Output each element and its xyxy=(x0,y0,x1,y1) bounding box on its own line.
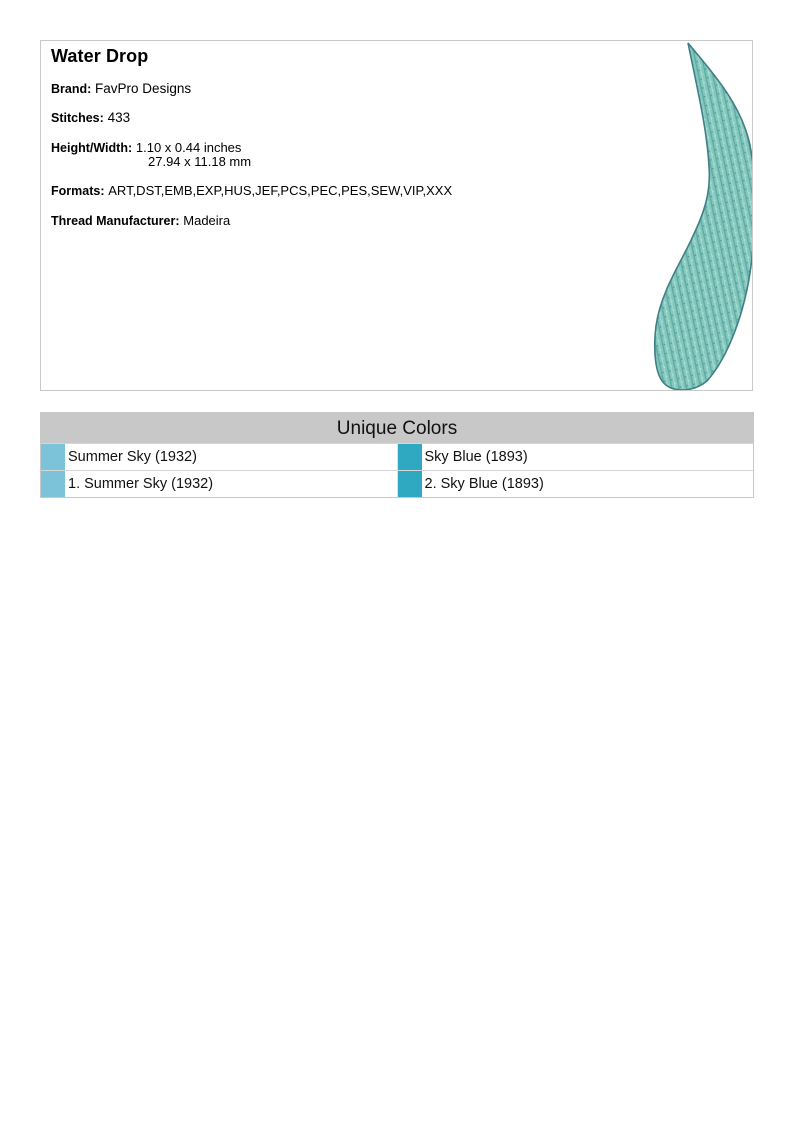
color-label: Sky Blue (1893) xyxy=(424,449,528,465)
water-drop-preview-image xyxy=(611,41,753,391)
brand-value: FavPro Designs xyxy=(95,81,192,96)
color-cell-sky-blue xyxy=(397,444,754,470)
sky-blue-swatch xyxy=(398,444,422,470)
summer-sky-swatch xyxy=(41,471,65,497)
formats-value: ART,DST,EMB,EXP,HUS,JEF,PCS,PEC,PES,SEW,VIP,XXX xyxy=(108,183,453,198)
color-cell-summer-sky-numbered xyxy=(41,471,397,497)
formats-row xyxy=(51,183,452,199)
size-inches-value: 1.10 x 0.44 inches xyxy=(135,140,242,155)
color-cell-summer-sky xyxy=(41,444,397,470)
thread-row xyxy=(51,213,230,229)
stitches-row xyxy=(51,110,130,126)
stitches-value: 433 xyxy=(107,110,131,125)
formats-label: Formats: xyxy=(51,184,105,198)
thread-value: Madeira xyxy=(183,213,231,228)
color-cell-sky-blue-numbered xyxy=(397,471,754,497)
design-info-panel xyxy=(40,40,753,391)
color-label: Summer Sky (1932) xyxy=(68,449,197,465)
size-mm-value: 27.94 x 11.18 mm xyxy=(148,154,252,169)
color-label: 1. Summer Sky (1932) xyxy=(68,476,214,492)
thread-label: Thread Manufacturer: xyxy=(51,214,180,228)
brand-label: Brand: xyxy=(51,82,92,96)
color-row xyxy=(41,470,753,497)
color-label: 2. Sky Blue (1893) xyxy=(424,476,544,492)
size-label: Height/Width: xyxy=(51,141,133,155)
design-title: Water Drop xyxy=(51,46,149,66)
sky-blue-swatch xyxy=(398,471,422,497)
size-row xyxy=(51,140,252,169)
unique-colors-table xyxy=(40,412,754,498)
brand-row xyxy=(51,81,191,97)
summer-sky-swatch xyxy=(41,444,65,470)
stitches-label: Stitches: xyxy=(51,111,104,125)
unique-colors-header: Unique Colors xyxy=(41,413,753,443)
color-row xyxy=(41,443,753,470)
